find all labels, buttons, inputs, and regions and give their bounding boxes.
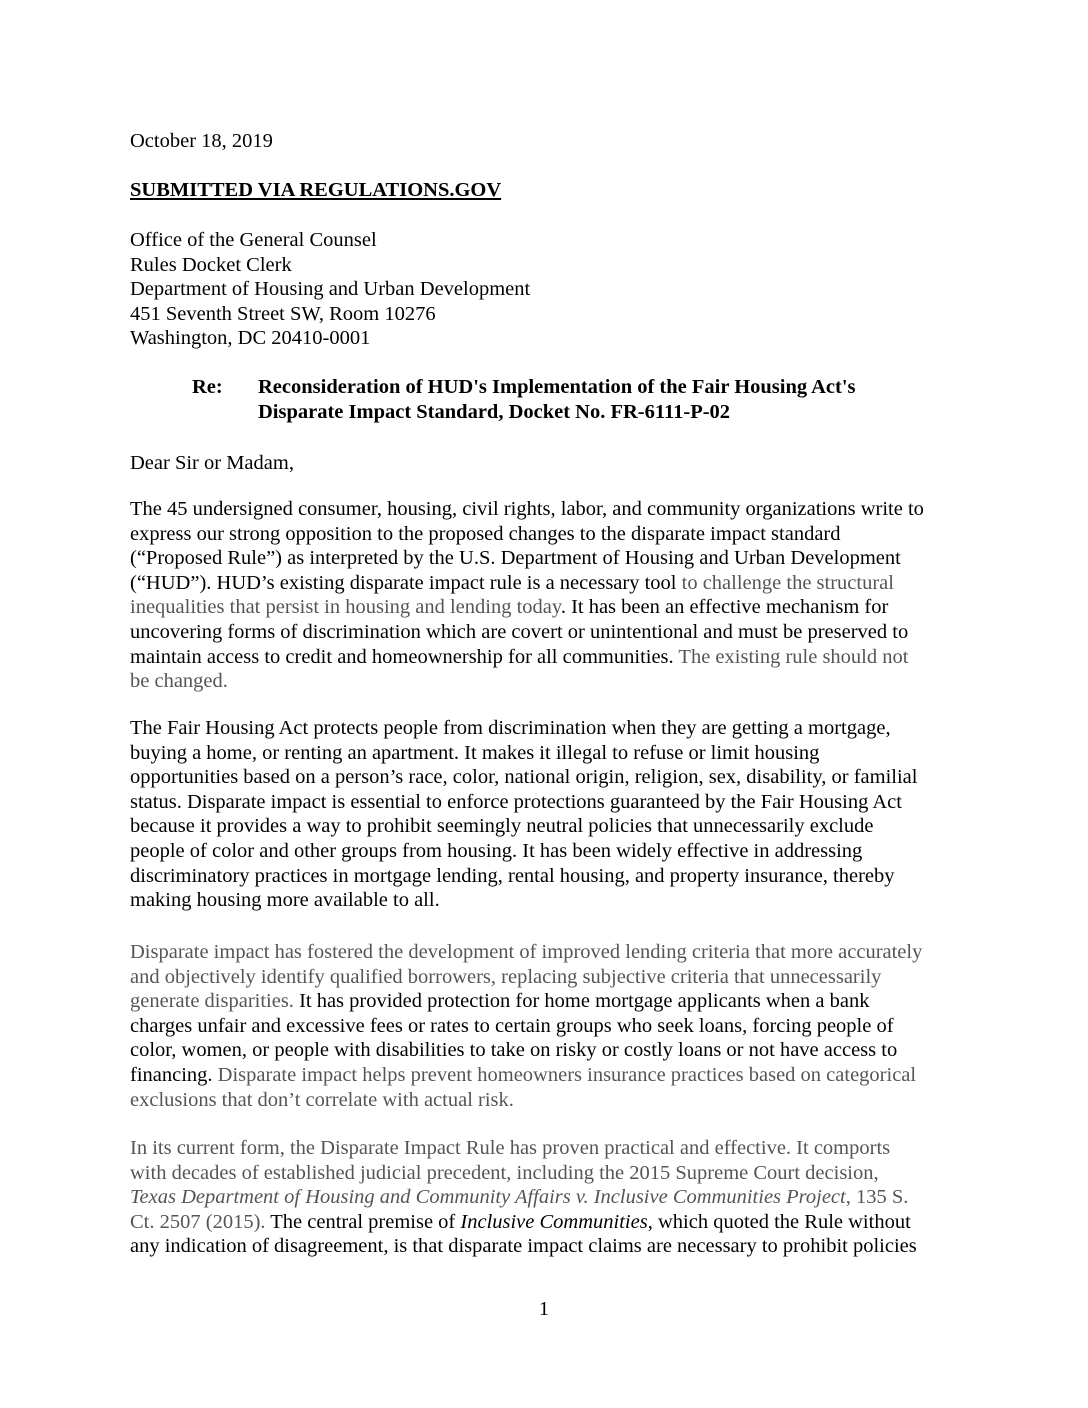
text-span: , 135 S. xyxy=(845,1186,909,1209)
address-line: Washington, DC 20410-0001 xyxy=(130,327,371,350)
text-span-gray: Disparate impact helps prevent homeowners insurance practices based on categorical xyxy=(212,1063,917,1086)
text-line: The 45 undersigned consumer, housing, civil rights, labor, and community organizations write to xyxy=(130,498,924,520)
paragraph-2 xyxy=(130,716,970,913)
text-line xyxy=(130,989,970,1014)
text-line: status. Disparate impact is essential to enforce protections guaranteed by the Fair Housing Act xyxy=(130,790,902,813)
case-name: Texas Department of Housing and Community Affairs v. Inclusive Communities Project xyxy=(130,1186,846,1209)
text-span: maintain access to credit and homeownership for all communities. xyxy=(130,645,674,668)
re-text xyxy=(258,375,958,424)
text-line: (“Proposed Rule”) as interpreted by the U.S. Department of Housing and Urban Development xyxy=(130,547,901,570)
text-line: be changed. xyxy=(130,670,228,693)
text-line: charges unfair and excessive fees or rates to certain groups who seek loans, forcing people of xyxy=(130,1014,894,1037)
text-span: . It has been an effective mechanism for xyxy=(560,596,889,619)
text-line xyxy=(130,1185,970,1210)
text-line xyxy=(130,571,970,596)
text-line: Disparate impact has fostered the development of improved lending criteria that more accurately xyxy=(130,941,923,963)
text-line xyxy=(130,1210,970,1235)
text-span: financing. xyxy=(130,1063,213,1086)
letter-date: October 18, 2019 xyxy=(130,130,273,152)
address-line: 451 Seventh Street SW, Room 10276 xyxy=(130,302,436,325)
text-line: any indication of disagreement, is that disparate impact claims are necessary to prohibit policies xyxy=(130,1235,917,1258)
text-line: discriminatory practices in mortgage lending, rental housing, and property insurance, thereby xyxy=(130,864,895,887)
re-line: Disparate Impact Standard, Docket No. FR-6111-P-02 xyxy=(258,400,731,423)
text-span: , which quoted the Rule without xyxy=(647,1210,911,1233)
page-number: 1 xyxy=(538,1298,550,1320)
paragraph-1 xyxy=(130,497,970,694)
address-line: Office of the General Counsel xyxy=(130,229,377,251)
text-line: color, women, or people with disabilities to take on risky or costly loans or not have access to xyxy=(130,1039,898,1062)
text-line xyxy=(130,645,970,670)
text-line: making housing more available to all. xyxy=(130,889,440,912)
text-span: The central premise of xyxy=(270,1210,461,1233)
text-line: people of color and other groups from housing. It has been widely effective in addressing xyxy=(130,839,863,862)
text-line: The Fair Housing Act protects people from discrimination when they are getting a mortgage, xyxy=(130,717,891,739)
text-line: and objectively identify qualified borrowers, replacing subjective criteria that unnecessarily xyxy=(130,965,882,988)
re-line: Reconsideration of HUD's Implementation of the Fair Housing Act's xyxy=(258,376,856,398)
text-span: It has provided protection for home mortgage applicants when a bank xyxy=(299,990,870,1013)
recipient-address xyxy=(130,228,970,351)
submission-note: SUBMITTED VIA REGULATIONS.GOV xyxy=(130,179,502,201)
text-span-gray: to challenge the structural xyxy=(676,571,894,594)
text-line: because it provides a way to prohibit seemingly neutral policies that unnecessarily exclude xyxy=(130,815,874,838)
text-line xyxy=(130,1063,970,1088)
paragraph-3 xyxy=(130,940,970,1112)
case-short-name: Inclusive Communities xyxy=(460,1210,648,1233)
text-span-gray: inequalities that persist in housing and lending today xyxy=(130,596,561,619)
text-span: (“HUD”). HUD’s existing disparate impact rule is a necessary tool xyxy=(130,571,677,594)
text-span-gray: generate disparities. xyxy=(130,990,300,1013)
text-line: uncovering forms of discrimination which are covert or unintentional and must be preserved to xyxy=(130,620,909,643)
text-line: express our strong opposition to the proposed changes to the disparate impact standard xyxy=(130,522,841,545)
text-line: buying a home, or renting an apartment. It makes it illegal to refuse or limit housing xyxy=(130,741,820,764)
text-span-gray: Ct. 2507 (2015). xyxy=(130,1210,271,1233)
text-line: exclusions that don’t correlate with actual risk. xyxy=(130,1088,514,1111)
text-line xyxy=(130,595,970,620)
address-line: Department of Housing and Urban Development xyxy=(130,278,531,301)
text-span-gray: The existing rule should not xyxy=(673,645,909,668)
text-line: opportunities based on a person’s race, color, national origin, religion, sex, disability, or familial xyxy=(130,766,918,789)
text-line: with decades of established judicial precedent, including the 2015 Supreme Court decision, xyxy=(130,1161,879,1184)
text-line: In its current form, the Disparate Impact Rule has proven practical and effective. It comports xyxy=(130,1137,891,1159)
re-label: Re: xyxy=(192,376,223,398)
salutation: Dear Sir or Madam, xyxy=(130,452,294,474)
paragraph-4 xyxy=(130,1136,970,1259)
address-line: Rules Docket Clerk xyxy=(130,253,292,276)
